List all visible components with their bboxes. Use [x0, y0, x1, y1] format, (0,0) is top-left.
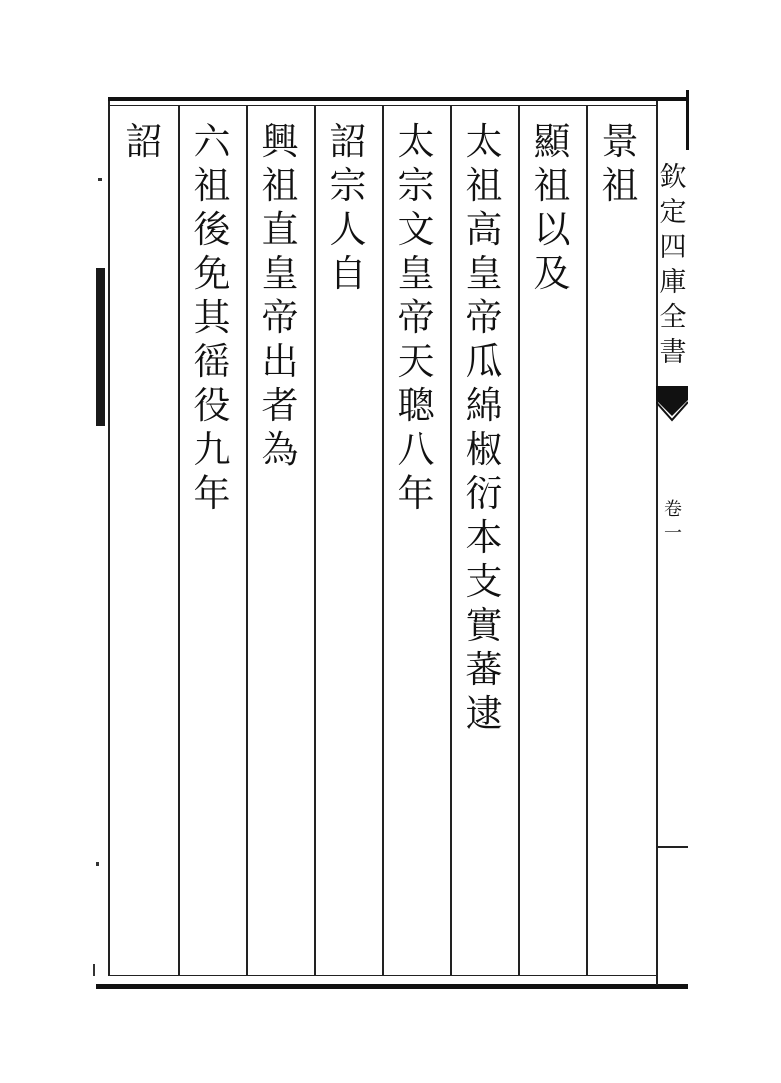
margin-book-title: [658, 160, 688, 370]
column-rule: [246, 106, 248, 975]
text-column-6: [252, 120, 308, 472]
column-char: 祖: [193, 164, 231, 207]
ink-speck: [93, 964, 95, 976]
column-char: 役: [193, 384, 231, 427]
text-column-2: [524, 120, 580, 296]
text-column-4: [388, 120, 444, 516]
column-char: 六: [193, 120, 231, 163]
column-char: 自: [329, 252, 367, 295]
column-char: 八: [397, 428, 435, 471]
margin-title-char: 全: [659, 302, 687, 333]
column-rule: [450, 106, 452, 975]
ink-speck: [98, 178, 102, 181]
column-char: 文: [397, 208, 435, 251]
column-char: 聰: [397, 384, 435, 427]
column-char: 及: [533, 252, 571, 295]
column-char: 太: [465, 120, 503, 163]
column-char: 宗: [329, 164, 367, 207]
column-char: 支: [465, 560, 503, 603]
column-char: 祖: [601, 164, 639, 207]
frame-left-border: [108, 101, 110, 976]
column-char: 本: [465, 516, 503, 559]
text-column-5: [320, 120, 376, 296]
margin-title-char: 欽: [659, 162, 687, 193]
column-char: 椒: [465, 428, 503, 471]
column-char: 宗: [397, 164, 435, 207]
column-char: 人: [329, 208, 367, 251]
column-char: 皇: [261, 252, 299, 295]
text-column-3: [456, 120, 512, 736]
column-char: 免: [193, 252, 231, 295]
column-char: 以: [533, 208, 571, 251]
margin-title-char: 四: [659, 232, 687, 263]
column-char: 詔: [329, 120, 367, 163]
column-char: 其: [193, 296, 231, 339]
margin-foot-rule: [656, 846, 688, 848]
column-char: 皇: [465, 252, 503, 295]
column-char: 顯: [533, 120, 571, 163]
column-char: 高: [465, 208, 503, 251]
column-char: 帝: [397, 296, 435, 339]
column-char: 興: [261, 120, 299, 163]
margin-title-char: 書: [659, 337, 687, 368]
column-char: 逮: [465, 692, 503, 735]
column-char: 出: [261, 340, 299, 383]
column-char: 衍: [465, 472, 503, 515]
column-char: 瓜: [465, 340, 503, 383]
volume-char: 卷: [664, 499, 682, 520]
column-char: 九: [193, 428, 231, 471]
text-column-7: [184, 120, 240, 516]
column-char: 年: [397, 472, 435, 515]
column-char: 祖: [261, 164, 299, 207]
column-rule: [586, 106, 588, 975]
ink-speck: [96, 862, 99, 866]
margin-title-char: 定: [659, 197, 687, 228]
column-char: 帝: [261, 296, 299, 339]
column-char: 皇: [397, 252, 435, 295]
volume-char: 一: [664, 523, 682, 544]
fishtail-ornament: [656, 386, 688, 430]
margin-edge: [686, 90, 689, 150]
frame-bottom-border: [96, 984, 688, 989]
binding-mark: [96, 268, 105, 426]
column-char: 帝: [465, 296, 503, 339]
column-char: 實: [465, 604, 503, 647]
column-rule: [382, 106, 384, 975]
column-char: 天: [397, 340, 435, 383]
column-char: 者: [261, 384, 299, 427]
frame-bottom-inner-border: [108, 975, 656, 976]
column-rule: [518, 106, 520, 975]
column-rule: [178, 106, 180, 975]
frame-top-border: [108, 97, 688, 101]
column-char: 為: [261, 428, 299, 471]
column-rule: [314, 106, 316, 975]
margin-title-char: 庫: [659, 267, 687, 298]
column-char: 太: [397, 120, 435, 163]
column-char: 景: [601, 120, 639, 163]
column-char: 蕃: [465, 648, 503, 691]
column-char: 直: [261, 208, 299, 251]
text-column-8: [116, 120, 172, 164]
column-char: 年: [193, 472, 231, 515]
text-column-1: [592, 120, 648, 208]
column-char: 綿: [465, 384, 503, 427]
column-char: 徭: [193, 340, 231, 383]
column-char: 祖: [533, 164, 571, 207]
column-char: 祖: [465, 164, 503, 207]
column-char: 詔: [125, 120, 163, 163]
margin-volume-label: [660, 498, 686, 546]
column-char: 後: [193, 208, 231, 251]
